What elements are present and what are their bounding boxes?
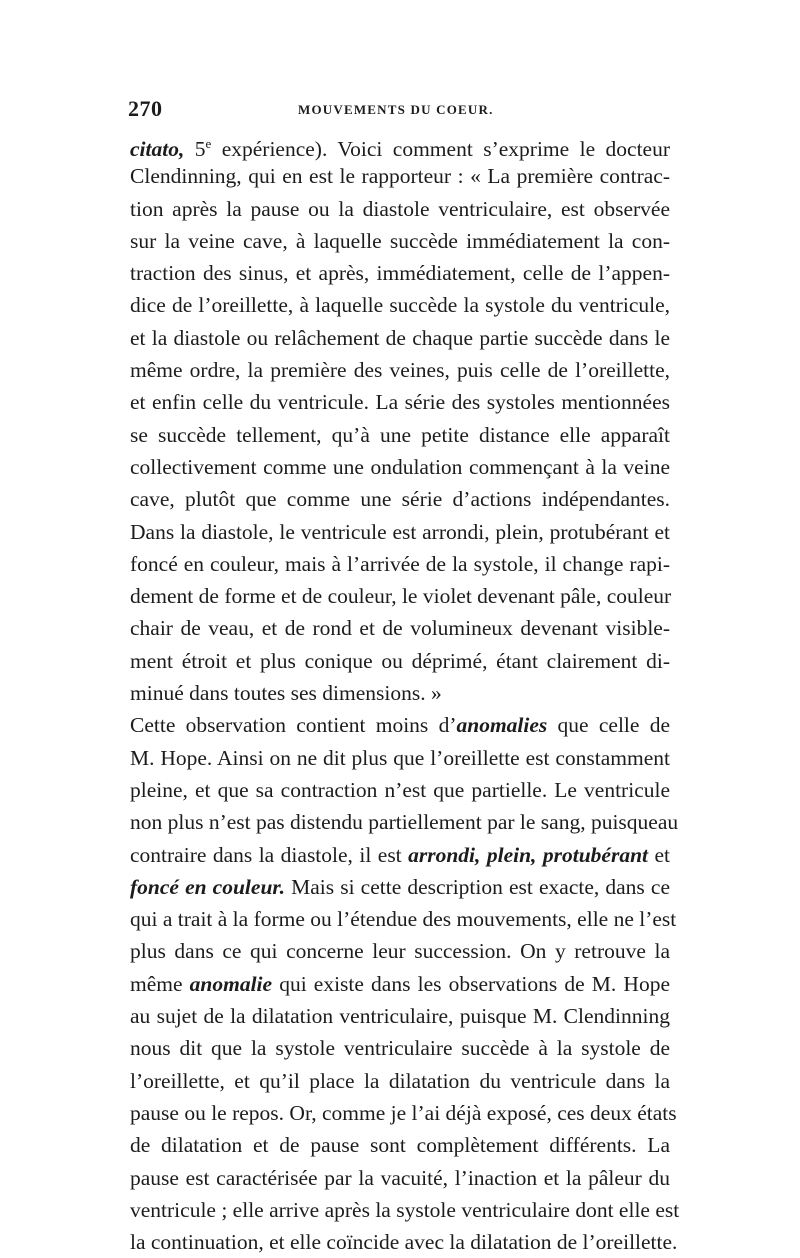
text-segment: de dilatation et de pause sont complètement différents. La [130, 1133, 670, 1158]
text-line [130, 483, 670, 515]
text-line [130, 354, 670, 386]
text-segment: que celle de [547, 713, 670, 738]
text-line [130, 1065, 670, 1097]
text-line [130, 871, 670, 903]
text-segment: non plus n’est pas distendu partiellement par le sang, puisqueau [130, 810, 679, 835]
text-segment: tion après la pause ou la diastole ventriculaire, est observée [130, 196, 670, 221]
text-segment: qui existe dans les observations de M. Hope [272, 971, 670, 996]
text-segment: e [205, 136, 212, 151]
text-line [130, 709, 670, 741]
text-segment: ment étroit et plus conique ou déprimé, étant clairement di- [130, 648, 670, 673]
text-segment: Cette observation contient moins d’ [130, 713, 457, 738]
text-segment: au sujet de la dilatation ventriculaire, puisque M. Clendinning [130, 1004, 670, 1029]
text-segment: la continuation, et elle coïncide avec la dilatation de l’oreillette. [130, 1230, 678, 1255]
text-line [130, 225, 670, 257]
text-segment: Clendinning, qui en est le rapporteur : « La première contrac- [130, 164, 670, 189]
text-segment: pause ou le repos. Or, comme je l’ai déjà exposé, ces deux états [130, 1100, 677, 1125]
page-header [128, 96, 678, 126]
text-segment: minué dans toutes ses dimensions. » [130, 681, 442, 706]
text-segment: cave, plutôt que comme une série d’actions indépendantes. [130, 487, 670, 512]
text-segment: foncé en couleur, mais à l’arrivée de la systole, il change rapi- [130, 551, 670, 576]
text-line [130, 935, 670, 967]
text-line [130, 839, 670, 871]
text-segment: et [648, 842, 670, 867]
text-line [130, 1129, 670, 1161]
text-line [130, 774, 670, 806]
text-segment: même [130, 971, 190, 996]
text-segment: contraire dans la diastole, il est [130, 842, 409, 867]
text-line [130, 160, 670, 192]
text-line [130, 193, 670, 225]
text-segment: ventricule ; elle arrive après la systole ventriculaire dont elle est [130, 1197, 680, 1222]
text-line [130, 1226, 678, 1258]
text-line [130, 1097, 677, 1129]
text-segment: pause est caractérisée par la vacuité, l’inaction et la pâleur du [130, 1165, 670, 1190]
text-line [130, 677, 670, 709]
text-segment: Dans la diastole, le ventricule est arrondi, plein, protubérant et [130, 519, 670, 544]
text-line [130, 1000, 670, 1032]
text-segment: expérience). Voici comment s’exprime le docteur [211, 137, 670, 162]
text-line [130, 451, 670, 483]
text-segment: nous dit que la systole ventriculaire succède à la systole de [130, 1036, 670, 1061]
text-segment: qui a trait à la forme ou l’étendue des mouvements, elle ne l’est [130, 907, 677, 932]
text-segment: dement de forme et de couleur, le violet devenant pâle, couleur [130, 584, 672, 609]
text-segment: M. Hope. Ainsi on ne dit plus que l’oreillette est constamment [130, 745, 670, 770]
text-line [130, 322, 670, 354]
text-line [130, 903, 677, 935]
text-segment: collectivement comme une ondulation commençant à la veine [130, 454, 670, 479]
text-line [130, 968, 670, 1000]
emphasis-text: anomalies [456, 713, 548, 738]
text-line [130, 516, 670, 548]
text-line [130, 1032, 670, 1064]
text-segment: se succède tellement, qu’à une petite distance elle apparaît [130, 422, 670, 447]
emphasis-text: foncé en couleur. [130, 874, 285, 899]
emphasis-text: citato, [130, 137, 185, 162]
text-line [130, 257, 670, 289]
text-line [130, 419, 670, 451]
text-line [130, 742, 670, 774]
text-segment: sur la veine cave, à laquelle succède immédiatement la con- [130, 228, 670, 253]
text-line [130, 289, 670, 321]
text-segment: chair de veau, et de rond et de volumineux devenant visible- [130, 616, 670, 641]
text-line [130, 1194, 680, 1226]
body-text [130, 128, 680, 1258]
text-line [130, 645, 670, 677]
text-segment: et la diastole ou relâchement de chaque partie succède dans le [130, 325, 670, 350]
emphasis-text: anomalie [189, 971, 273, 996]
text-segment: l’oreillette, et qu’il place la dilatation du ventricule dans la [130, 1068, 670, 1093]
text-segment: dice de l’oreillette, à laquelle succède la systole du ventricule, [130, 293, 670, 318]
text-line [130, 1162, 670, 1194]
text-segment: 5 [184, 137, 206, 162]
text-line [130, 806, 679, 838]
text-segment: plus dans ce qui concerne leur succession. On y retrouve la [130, 939, 670, 964]
running-title: MOUVEMENTS DU COEUR. [298, 102, 494, 117]
text-segment: traction des sinus, et après, immédiatement, celle de l’appen- [130, 261, 670, 286]
text-line [130, 548, 670, 580]
text-segment: pleine, et que sa contraction n’est que partielle. Le ventricule [130, 777, 670, 802]
text-segment: et enfin celle du ventricule. La série des systoles mentionnées [130, 390, 670, 415]
text-line [130, 386, 670, 418]
text-segment: Mais si cette description est exacte, dans ce [284, 874, 670, 899]
page-number: 270 [128, 96, 163, 121]
emphasis-text: arrondi, plein, protubérant [408, 842, 649, 867]
text-segment: même ordre, la première des veines, puis celle de l’oreillette, [130, 358, 670, 383]
text-line [130, 128, 670, 160]
text-line [130, 612, 670, 644]
text-line [130, 580, 670, 612]
